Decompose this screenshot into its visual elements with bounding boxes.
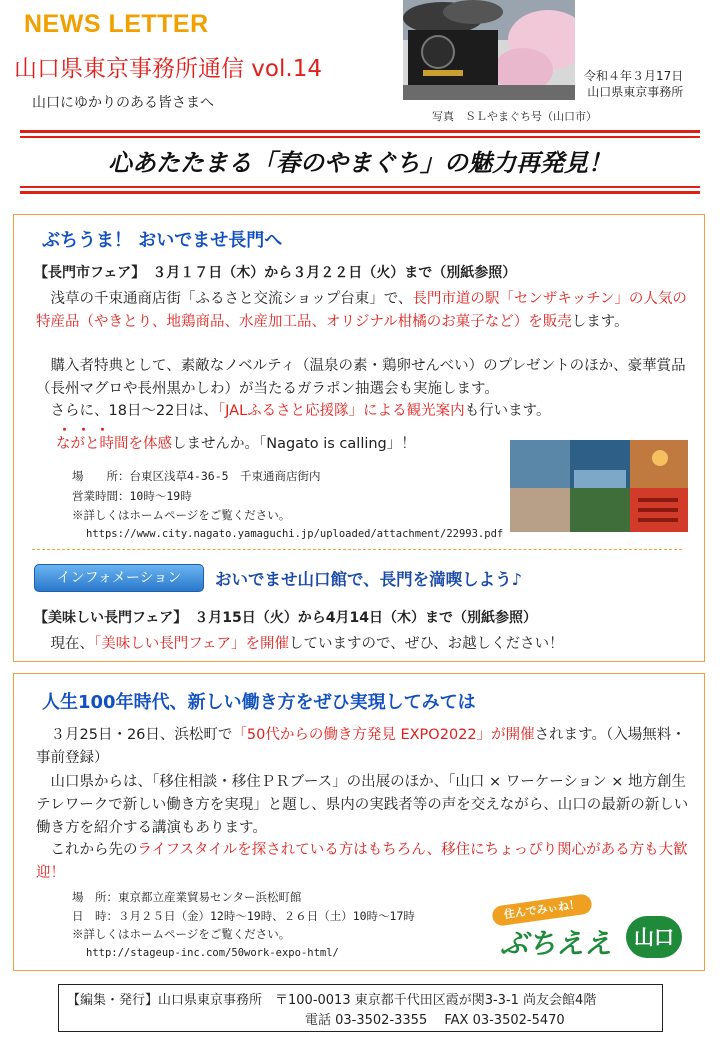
publisher: 山口県東京事務所 <box>587 85 684 99</box>
newsletter-title: 山口県東京事務所通信 vol.14 <box>14 56 322 82</box>
p3-text-a: さらに、18日～22日は、 <box>50 403 218 419</box>
section1-title: ぶちうま！ おいでませ長門へ <box>42 230 283 251</box>
logo-tagline: 住んでみぃね！ <box>491 893 593 927</box>
footer-contact: 電話 03-3502-3355 FAX 03-3502-5470 <box>305 1013 565 1028</box>
headline: 心あたたまる「春のやまぐち」の魅力再発見！ <box>108 148 612 177</box>
section2-paragraph3 <box>36 839 698 885</box>
s2-p2: 山口県からは、「移住相談・移住ＰＲブース」の出展のほか、「山口 × ワーケーション × 地方創生テレワークで新しい働き方を実現」と題し、県内の実践者等の声を交えながら、山口の最新の新しい働き方を紹介する講演もあります。 <box>36 774 689 836</box>
sl-train-photo <box>403 0 575 100</box>
nagato-url-link[interactable]: https://www.city.nagato.yamaguchi.jp/uploaded/attachment/22993.pdf <box>86 528 504 540</box>
s2-p3-a: これから先の <box>50 842 138 858</box>
nagato-collage-photo <box>510 440 688 532</box>
top-rule-thin <box>20 136 700 138</box>
nagato-hours: 営業時間：10時～19時 <box>72 489 192 503</box>
info-fair-title: 【美味しい長門フェア】 ３月15日（火）から4月14日（木）まで（別紙参照） <box>34 610 538 626</box>
p1-text-a: 浅草の千束通商店街「ふるさと交流ショップ台東」で、 <box>50 291 413 307</box>
section2-title: 人生100年時代、新しい働き方をぜひ実現してみては <box>42 692 476 713</box>
logo-badge: 山口 <box>626 916 682 958</box>
p1-text-b: します。 <box>571 314 629 330</box>
bottom-rule-thin <box>20 186 700 188</box>
issue-date: 令和４年３月17日 <box>584 69 684 83</box>
expo-url-link[interactable]: http://stageup-inc.com/50work-expo-html/ <box>86 947 339 959</box>
p1-text-red: 長門市道の駅「センザキッチン」の人気の特産品（やきとり、地鶏商品、水産加工品、オリジナル柑橘のお菓子など）を販売 <box>36 291 687 330</box>
s2-p1-b: されます。（入場無料・事前登録） <box>36 727 686 766</box>
information-button[interactable]: インフォメーション <box>34 564 204 592</box>
footer-address: 【編集・発行】山口県東京事務所 〒100-0013 東京都千代田区霞が関3-3-1 尚友会館4階 <box>67 993 597 1008</box>
emphasis-dots: ・・・ <box>58 423 116 438</box>
p4-text-red: ながと時間を体感 <box>56 436 172 452</box>
section1-paragraph3 <box>36 400 696 423</box>
section-divider <box>32 549 682 550</box>
logo-main-text: ぶちええ <box>500 927 613 960</box>
issue-info <box>584 68 683 100</box>
section1-paragraph2 <box>36 355 696 401</box>
footer-box <box>58 984 663 1032</box>
expo-note: ※詳しくはホームページをご覧ください。 <box>72 927 291 941</box>
section2-paragraph1 <box>36 724 698 770</box>
photo-caption: 写真 ＳＬやまぐち号（山口市） <box>432 110 597 123</box>
section1-paragraph4 <box>56 433 516 456</box>
nagato-fair-title: 【長門市フェア】 ３月１７日（木）から３月２２日（火）まで（別紙参照） <box>34 265 517 281</box>
s2-p3-red: ライフスタイルを探されている方はもちろん、移住にちょっぴり関心がある方も大歓迎！ <box>36 842 688 881</box>
info-text-a: 現在、 <box>50 636 94 652</box>
info-text-b: していますので、ぜひ、お越しください！ <box>289 636 564 652</box>
section1-paragraph1 <box>36 288 696 334</box>
p3-text-red: 「JALふるさと応援隊」による観光案内 <box>217 403 465 419</box>
newsletter-label: NEWS LETTER <box>24 10 209 38</box>
p2-text: 購入者特典として、素敵なノベルティ（温泉の素・鶏卵せんべい）のプレゼントのほか、豪華賞品（長州マグロや長州黒かしわ）が当たるガラポン抽選会も実施します。 <box>36 358 686 397</box>
nagato-place: 場 所：台東区浅草4-36-5 千束通商店街内 <box>72 469 321 483</box>
expo-time: 日 時：３月２５日（金）12時～19時、２６日（土）10時～17時 <box>72 909 415 923</box>
nagato-note: ※詳しくはホームページをご覧ください。 <box>72 508 291 522</box>
info-text-red: 「美味しい長門フェア」を開催 <box>94 636 290 652</box>
top-rule <box>20 130 700 133</box>
p4-text-b: しませんか。「Nagato is calling」！ <box>172 436 416 452</box>
p3-text-b: も行います。 <box>464 403 551 419</box>
section2-paragraph2 <box>36 771 698 840</box>
info-paragraph <box>36 633 696 656</box>
s2-p1-a: ３月25日・26日、浜松町で <box>50 727 233 743</box>
s2-p1-red: 「50代からの働き方発見 EXPO2022」が開催 <box>232 727 535 743</box>
bottom-rule <box>20 191 700 194</box>
expo-place: 場 所：東京都立産業貿易センター浜松町館 <box>72 890 302 904</box>
greeting: 山口にゆかりのある皆さまへ <box>32 95 214 111</box>
info-title: おいでませ山口館で、長門を満喫しよう♪ <box>215 570 523 589</box>
buchiee-yamaguchi-logo <box>492 896 692 962</box>
